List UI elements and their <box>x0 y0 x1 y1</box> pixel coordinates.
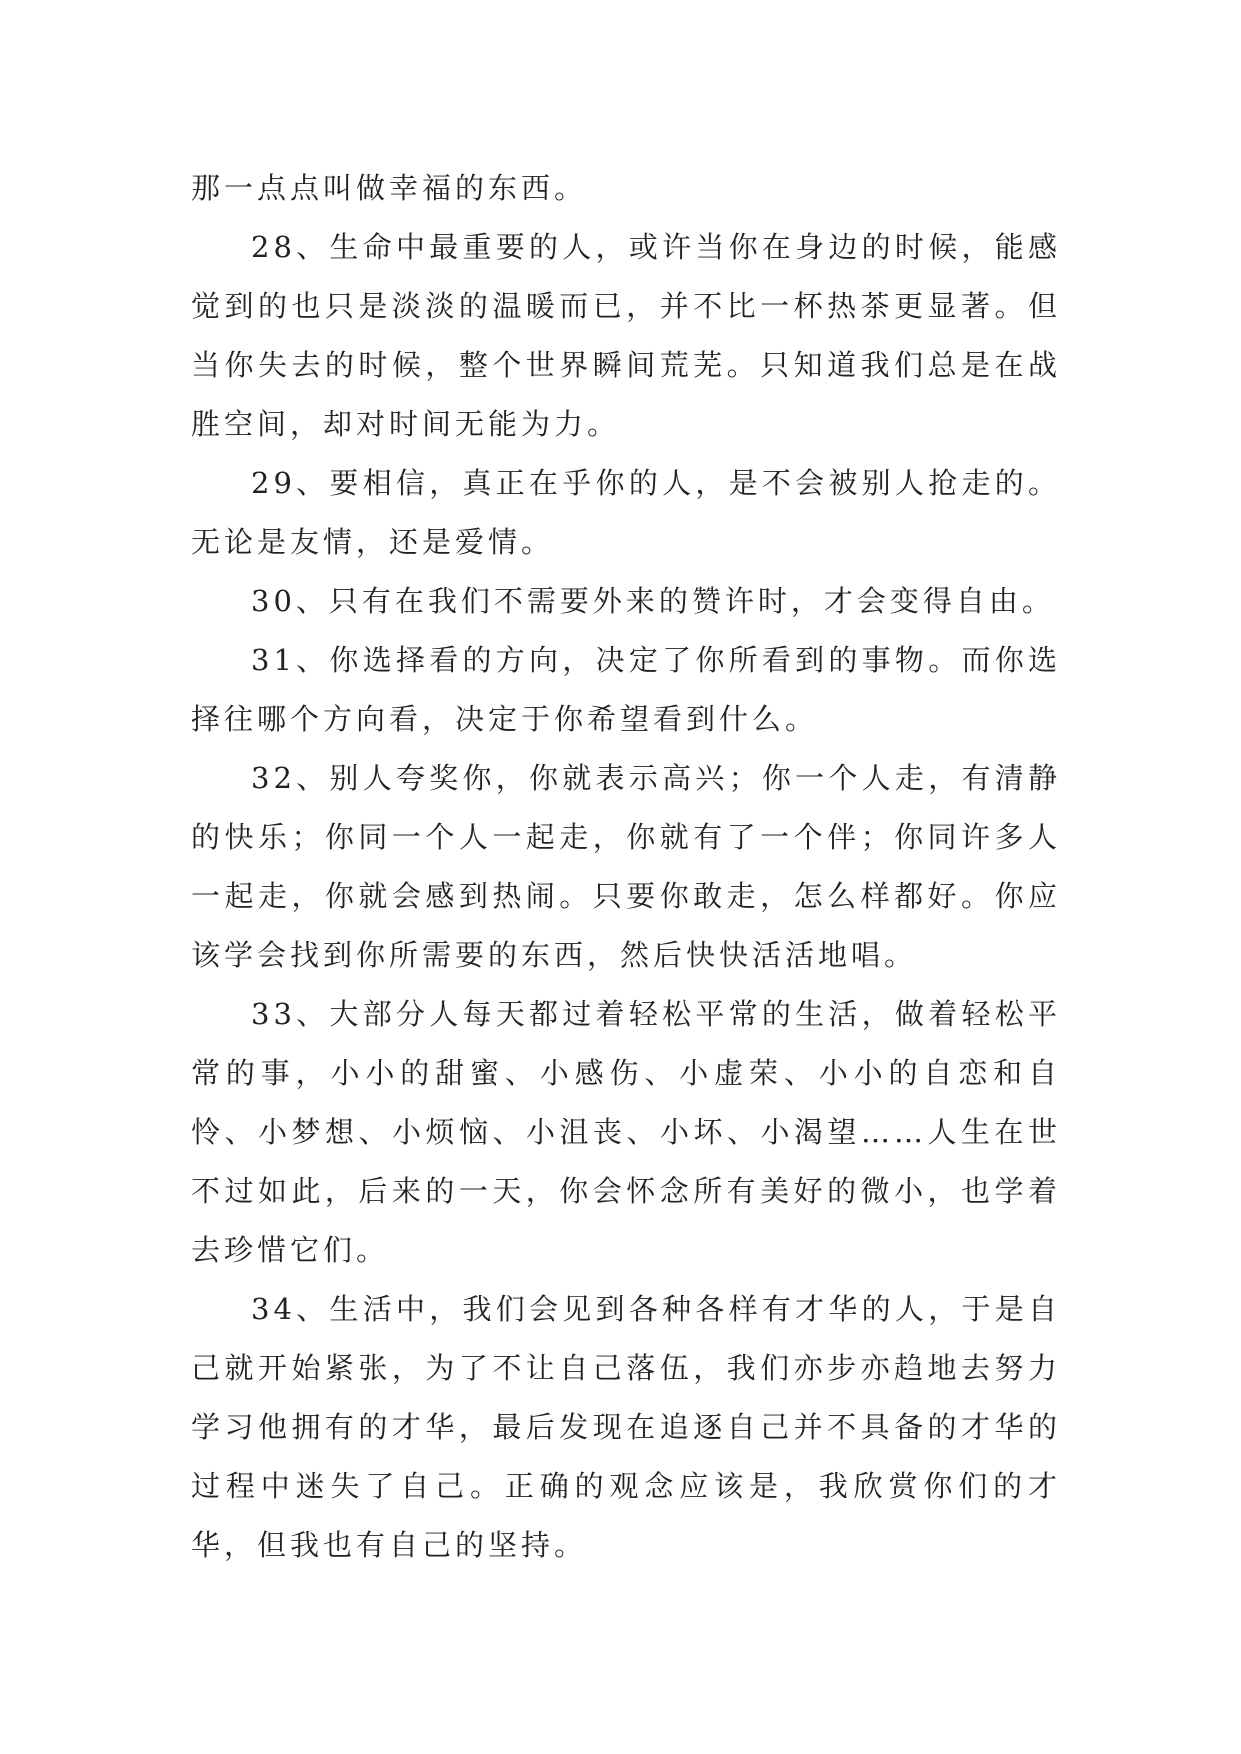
paragraph-28: 28、生命中最重要的人，或许当你在身边的时候，能感觉到的也只是淡淡的温暖而已，并不比一杯热茶更显著。但当你失去的时候，整个世界瞬间荒芜。只知道我们总是在战胜空间，却对时间无能为力。 <box>191 230 1061 441</box>
paragraph-31: 31、你选择看的方向，决定了你所看到的事物。而你选择往哪个方向看，决定于你希望看到什么。 <box>191 643 1061 736</box>
paragraph-34: 34、生活中，我们会见到各种各样有才华的人，于是自己就开始紧张，为了不让自己落伍，我们亦步亦趋地去努力学习他拥有的才华，最后发现在追逐自己并不具备的才华的过程中迷失了自己。正确的观念应该是，我欣赏你们的才华，但我也有自己的坚持。 <box>191 1292 1061 1562</box>
paragraph-32: 32、别人夸奖你，你就表示高兴；你一个人走，有清静的快乐；你同一个人一起走，你就有了一个伴；你同许多人一起走，你就会感到热闹。只要你敢走，怎么样都好。你应该学会找到你所需要的东西，然后快快活活地唱。 <box>191 761 1061 972</box>
paragraph-continuation: 那一点点叫做幸福的东西。 <box>191 171 588 205</box>
paragraph-33: 33、大部分人每天都过着轻松平常的生活，做着轻松平常的事，小小的甜蜜、小感伤、小虚荣、小小的自恋和自怜、小梦想、小烦恼、小沮丧、小坏、小渴望……人生在世不过如此，后来的一天，你会怀念所有美好的微小，也学着去珍惜它们。 <box>191 997 1061 1267</box>
document-body <box>191 159 1061 1575</box>
paragraph-30: 30、只有在我们不需要外来的赞许时，才会变得自由。 <box>251 584 1055 618</box>
paragraph-29: 29、要相信，真正在乎你的人，是不会被别人抢走的。无论是友情，还是爱情。 <box>191 466 1061 559</box>
